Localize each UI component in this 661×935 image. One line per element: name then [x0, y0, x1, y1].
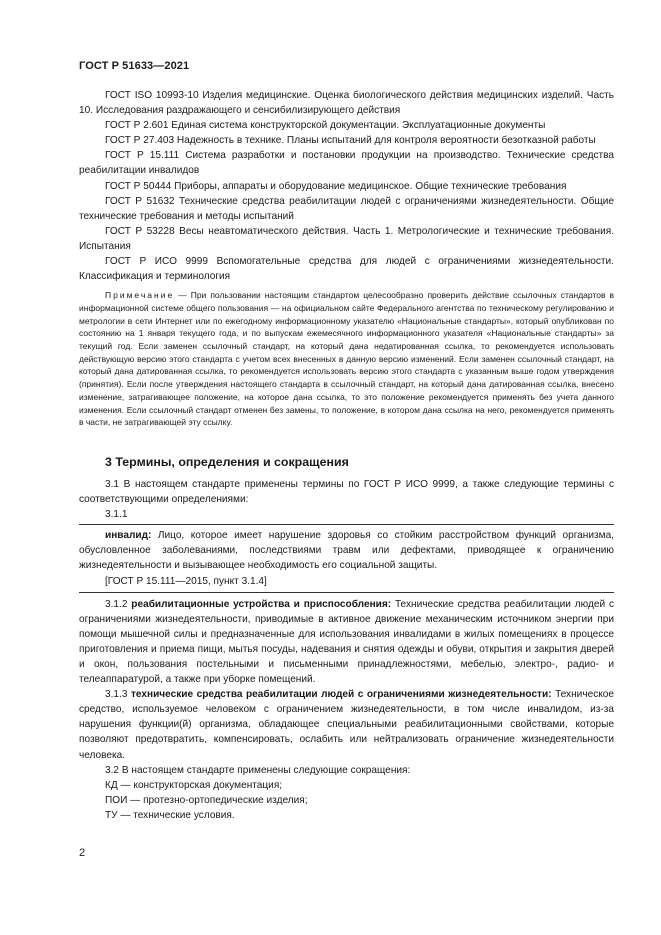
reference-item: ГОСТ Р 2.601 Единая система конструкторской документации. Эксплуатационные документы: [105, 120, 546, 132]
page-number: 2: [79, 847, 86, 859]
abbreviation-item: КД — конструкторская документация;: [105, 779, 283, 791]
term-definition-3-1-1: [79, 528, 614, 573]
note-text: — При пользовании настоящим стандартом целесообразно проверить действие ссылочных стандартов в информационной системе общего пользования — на официальном сайте Федерального агентства по техническому регулированию и метрологии в сети Интернет или по ежегодному информационному указателю «Национальные стандарты», который опубликован по состоянию на 1 января текущего года, и по выпускам ежемесячного информационного указателя «Национальные стандарты» за текущий год. Если заменен ссылочный стандарт, на который дана недатированная ссылка, то рекомендуется использовать действующую версию этого стандарта с учетом всех внесенных в данную версию изменений. Если заменен ссылочный стандарт, на который дана датированная ссылка, то рекомендуется использовать версию этого стандарта с указанным выше годом утверждения (принятия). Если после утверждения настоящего стандарта в ссылочный стандарт, на который дана датированная ссылка, внесено изменение, затрагивающее положение, на которое дана ссылка, то это положение рекомендуется применять без учета данного изменения. Если ссылочный стандарт отменен без замены, то положение, в котором дана ссылка на него, рекомендуется применять в части, не затрагивающей эту ссылку.: [79, 290, 614, 428]
reference-item: ГОСТ Р 53228 Весы неавтоматического действия. Часть 1. Метрологические и технические требования. Испытания: [79, 225, 614, 252]
quoted-term-box: [79, 524, 614, 592]
note-label: Примечание: [105, 290, 175, 301]
document-body: [79, 88, 614, 823]
term-text: Техническое средство, используемое человеком с ограничением жизнедеятельности, в том числе инвалидом, из-за нарушения функции(й) организма, обладающее специальными реабилитационными свойствами, которые позволяют предотвратить, компенсировать, ослабить или нейтрализовать ограничение жизнедеятельности человека.: [79, 689, 614, 761]
term-text: Лицо, которое имеет нарушение здоровья со стойким расстройством функций организма, обусловленное заболеваниями, последствиями травм или дефектами, приводящее к ограничению жизнедеятельности и вызывающее необходимость его социальной защиты.: [79, 530, 614, 572]
references-note: [79, 289, 614, 429]
reference-item: ГОСТ Р 27.403 Надежность в технике. Планы испытаний для контроля вероятности безотказной работы: [105, 135, 596, 147]
clause-3-2: 3.2 В настоящем стандарте применены следующие сокращения:: [105, 764, 411, 776]
term-name: инвалид:: [105, 530, 152, 542]
term-name: реабилитационные устройства и приспособления:: [131, 598, 392, 610]
section-heading: 3 Термины, определения и сокращения: [105, 454, 349, 469]
normative-references-list: [79, 88, 614, 284]
term-definition-3-1-3: [79, 687, 614, 762]
reference-item: ГОСТ Р 51632 Технические средства реабилитации людей с ограничениями жизнедеятельности. Общие технические требования и методы испытаний: [79, 195, 614, 222]
abbreviation-item: ПОИ — протезно-ортопедические изделия;: [105, 794, 308, 806]
abbreviation-item: ТУ — технические условия.: [105, 809, 235, 821]
term-name: технические средства реабилитации людей с ограничениями жизнедеятельности:: [130, 689, 552, 701]
term-number: 3.1.3: [105, 689, 131, 701]
reference-item: ГОСТ Р ИСО 9999 Вспомогательные средства для людей с ограничениями жизнедеятельности. Классификация и терминология: [79, 256, 614, 283]
term-text: Технические средства реабилитации людей с ограничениями жизнедеятельности, приводимые в активное движение механическим источником энергии при помощи мышечной силы и предназначенные для использования инвалидами в жилых помещениях в процессе приготовления и приема пищи, мытья посуды, надевания и снятия одежды и обуви, открытия и закрытия дверей и окон, пользования постельными и письменными принадлежностями, мебелью, электро-, радио- и телеаппаратурой, а также при уборке помещений.: [79, 598, 614, 686]
reference-item: ГОСТ Р 50444 Приборы, аппараты и оборудование медицинское. Общие технические требования: [105, 180, 567, 192]
term-definition-3-1-2: [79, 597, 614, 688]
reference-item: ГОСТ Р 15.111 Система разработки и постановки продукции на производство. Технические средства реабилитации инвалидов: [79, 150, 614, 177]
document-header: ГОСТ Р 51633—2021: [79, 60, 190, 72]
clause-3-1: 3.1 В настоящем стандарте применены термины по ГОСТ Р ИСО 9999, а также следующие термины с соответствующими определениями:: [79, 478, 614, 506]
reference-item: ГОСТ ISO 10993-10 Изделия медицинские. Оценка биологического действия медицинских изделий. Часть 10. Исследования раздражающего и сенсибилизирующего действия: [79, 90, 614, 117]
term-source: [ГОСТ Р 15.111—2015, пункт 3.1.4]: [105, 575, 267, 587]
term-number-3-1-1: 3.1.1: [105, 509, 128, 521]
term-number: 3.1.2: [105, 598, 132, 610]
